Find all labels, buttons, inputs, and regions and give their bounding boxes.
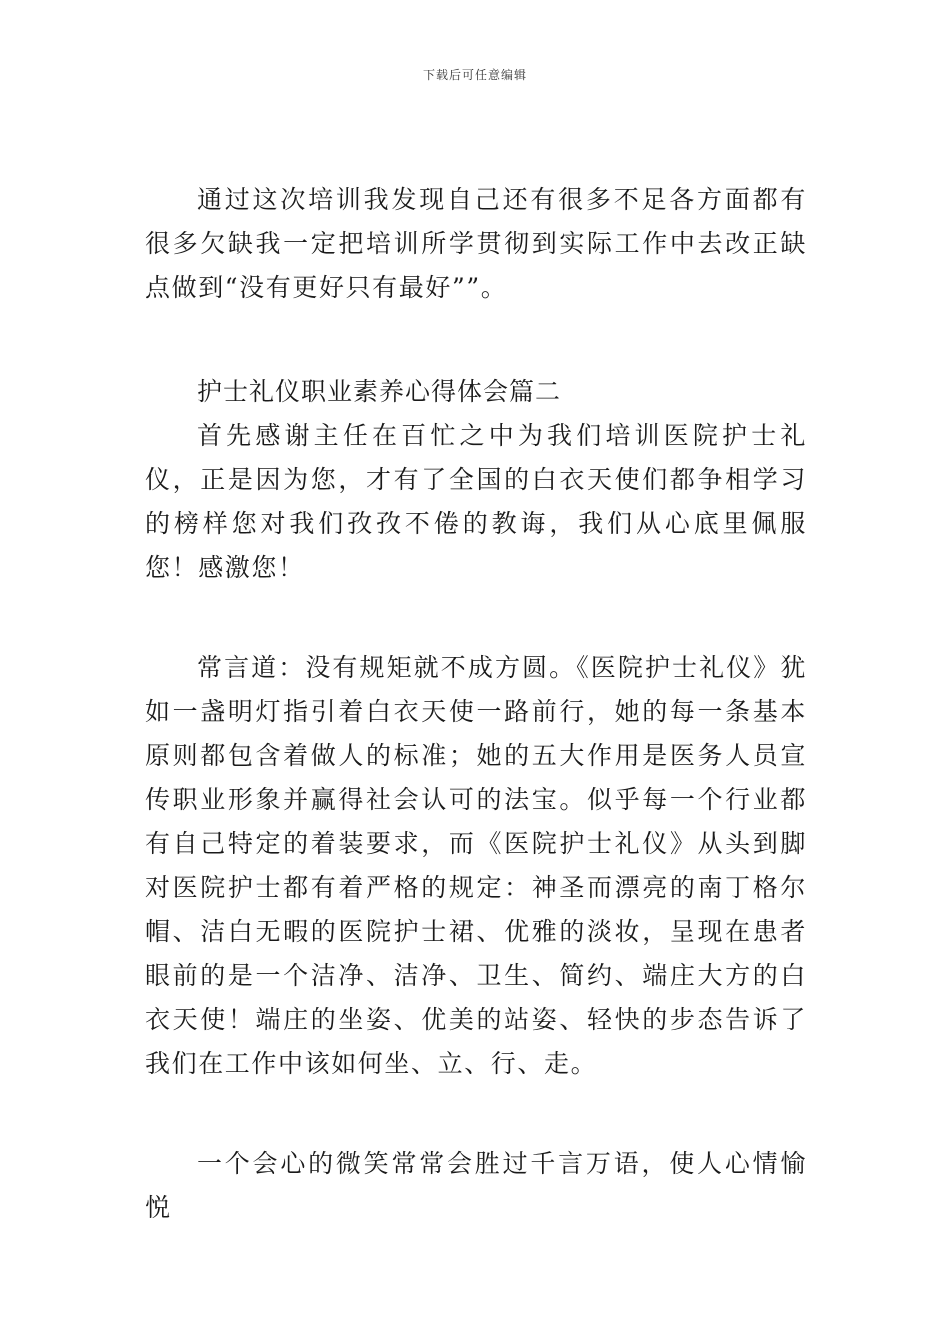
document-body: [145, 178, 807, 1230]
paragraph-thanks: 首先感谢主任在百忙之中为我们培训医院护士礼仪，正是因为您，才有了全国的白衣天使们都争相学习的榜样您对我们孜孜不倦的教诲，我们从心底里佩服您！感激您！: [145, 421, 807, 582]
paragraph-smile: 一个会心的微笑常常会胜过千言万语，使人心情愉悦: [145, 1149, 807, 1222]
paragraph-etiquette-rules: 常言道：没有规矩就不成方圆。《医院护士礼仪》犹如一盏明灯指引着白衣天使一路前行，她的每一条基本原则都包含着做人的标准；她的五大作用是医务人员宣传职业形象并赢得社会认可的法宝。似乎每一个行业都有自己特定的着装要求，而《医院护士礼仪》从头到脚对医院护士都有着严格的规定：神圣而漂亮的南丁格尔帽、洁白无暇的医院护士裙、优雅的淡妆，呈现在患者眼前的是一个洁净、洁净、卫生、简约、端庄大方的白衣天使！端庄的坐姿、优美的站姿、轻快的步态告诉了我们在工作中该如何坐、立、行、走。: [145, 653, 807, 1078]
section-heading: 护士礼仪职业素养心得体会篇二: [197, 377, 562, 406]
header-note: 下载后可任意编辑: [422, 68, 527, 82]
paragraph-spacer: [145, 310, 807, 370]
paragraph-spacer: [145, 1086, 807, 1142]
paragraph-spacer: [145, 590, 807, 646]
paragraph-training-reflection: 通过这次培训我发现自己还有很多不足各方面都有很多欠缺我一定把培训所学贯彻到实际工作中去改正缺点做到“没有更好只有最好””。: [145, 185, 807, 302]
